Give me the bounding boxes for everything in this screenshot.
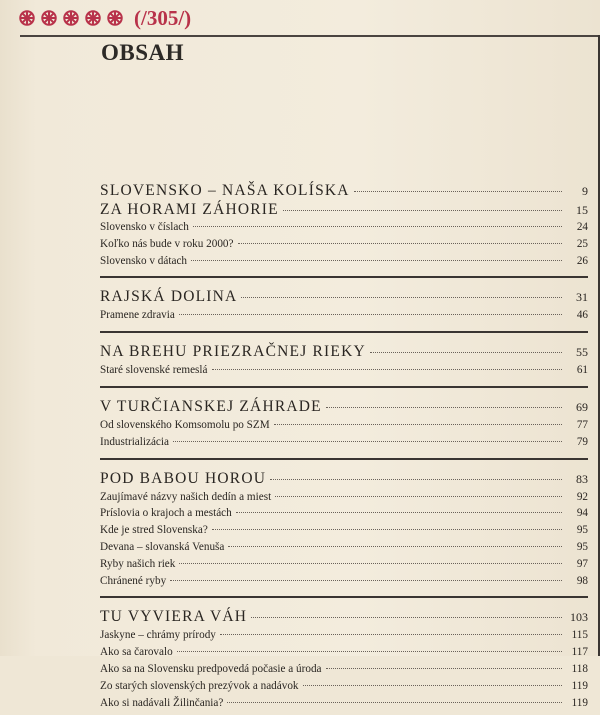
entry-title: Ako sa čarovalo <box>100 646 173 659</box>
toc-section <box>100 470 588 593</box>
entry-title: Kde je stred Slovenska? <box>100 524 208 537</box>
toc-subentry <box>100 362 588 379</box>
page-number: 103 <box>570 610 588 625</box>
flower-stamp-icon <box>18 9 36 27</box>
toc-chapter-entry <box>100 201 588 219</box>
dot-leader <box>170 580 562 581</box>
toc-subentry <box>100 253 588 270</box>
toc-subentry <box>100 644 588 661</box>
page-number: 95 <box>576 524 588 537</box>
page-number: 98 <box>576 574 588 587</box>
entry-title: TU VYVIERA VÁH <box>100 608 248 626</box>
entry-title: Zaujímavé názvy našich dedín a miest <box>100 490 272 503</box>
toc-section <box>100 608 588 715</box>
page-number: 26 <box>576 254 588 267</box>
page-number: 79 <box>576 435 588 448</box>
page-number: 69 <box>576 399 588 414</box>
toc-chapter-entry <box>100 398 588 416</box>
entry-title: RAJSKÁ DOLINA <box>100 288 238 306</box>
toc-section <box>100 398 588 454</box>
page-number: 117 <box>571 646 588 659</box>
page-number: 118 <box>571 662 588 675</box>
dot-leader <box>212 369 563 370</box>
dot-leader <box>177 651 562 652</box>
toc-section <box>100 288 588 327</box>
dot-leader <box>228 546 562 547</box>
entry-title: Príslovia o krajoch a mestách <box>100 507 232 520</box>
dot-leader <box>326 407 562 408</box>
dot-leader <box>275 496 562 497</box>
dot-leader <box>193 226 562 227</box>
entry-title: Industrializácia <box>100 435 169 448</box>
toc-section <box>100 182 588 272</box>
flower-stamp-icon <box>84 9 102 27</box>
flower-stamp-icon <box>106 9 124 27</box>
toc-subentry <box>100 661 588 678</box>
dot-leader <box>179 314 562 315</box>
entry-title: Zo starých slovenských prezývok a nadávok <box>100 679 299 692</box>
toc-section <box>100 343 588 382</box>
section-divider <box>100 596 588 598</box>
page-number: 15 <box>576 203 588 217</box>
page-number: 94 <box>576 507 588 520</box>
entry-title: V TURČIANSKEJ ZÁHRADE <box>100 397 322 415</box>
library-stamp <box>18 6 191 30</box>
page-number: 77 <box>576 418 588 431</box>
entry-title: SLOVENSKO – NAŠA KOLÍSKA <box>100 182 350 199</box>
entry-title: Jaskyne – chrámy prírody <box>100 629 216 642</box>
page-number: 25 <box>576 237 588 250</box>
toc-subentry <box>100 434 588 451</box>
entry-title: Chránené ryby <box>100 574 167 587</box>
dot-leader <box>191 260 562 261</box>
toc-chapter-entry <box>100 288 588 306</box>
page-number: 119 <box>571 679 588 692</box>
toc-subentry <box>100 539 588 556</box>
dot-leader <box>220 634 562 635</box>
flower-stamp-icon <box>40 9 58 27</box>
section-divider <box>100 458 588 460</box>
toc-chapter-entry <box>100 608 588 626</box>
toc-subentry <box>100 307 588 324</box>
toc-subentry <box>100 417 588 434</box>
dot-leader <box>241 297 562 298</box>
flower-stamp-icon <box>62 9 80 27</box>
toc-chapter-entry <box>100 343 588 361</box>
page-number: 61 <box>576 364 588 377</box>
dot-leader <box>354 191 562 192</box>
entry-title: POD BABOU HOROU <box>100 469 267 487</box>
page-number: 46 <box>576 309 588 322</box>
entry-title: Ryby našich riek <box>100 557 176 570</box>
toc-chapter-entry <box>100 182 588 200</box>
entry-title: Pramene zdravia <box>100 309 175 322</box>
toc-subentry <box>100 489 588 506</box>
page-number: 97 <box>576 557 588 570</box>
entry-title: Ako si nadávali Žilinčania? <box>100 696 224 709</box>
table-of-contents <box>100 182 588 715</box>
entry-title: Ako sa na Slovensku predpovedá počasie a úroda <box>100 662 322 675</box>
page-number: 95 <box>576 540 588 553</box>
dot-leader <box>283 210 562 211</box>
toc-chapter-entry <box>100 470 588 488</box>
toc-subentry <box>100 695 588 712</box>
toc-subentry <box>100 236 588 253</box>
toc-subentry <box>100 556 588 573</box>
page-number: 92 <box>576 490 588 503</box>
section-divider <box>100 386 588 388</box>
toc-subentry <box>100 627 588 644</box>
entry-title: Slovensko v dátach <box>100 254 187 267</box>
dot-leader <box>274 424 562 425</box>
entry-title: Staré slovenské remeslá <box>100 364 208 377</box>
page-number: 115 <box>571 629 588 642</box>
page-number: 83 <box>576 471 588 486</box>
page-number: 24 <box>576 221 588 233</box>
toc-subentry <box>100 505 588 522</box>
dot-leader <box>238 243 563 244</box>
toc-subentry <box>100 573 588 590</box>
dot-leader <box>370 352 562 353</box>
dot-leader <box>173 441 562 442</box>
dot-leader <box>326 668 562 669</box>
dot-leader <box>227 702 562 703</box>
page-number: 9 <box>582 184 588 198</box>
section-divider <box>100 276 588 278</box>
page-number: 31 <box>576 290 588 305</box>
page-number: 119 <box>571 696 588 709</box>
dot-leader <box>236 512 562 513</box>
dot-leader <box>212 529 562 530</box>
page-title: OBSAH <box>101 40 185 65</box>
page-reference: (/305/) <box>134 5 192 30</box>
entry-title: Koľko nás bude v roku 2000? <box>100 237 234 250</box>
dot-leader <box>251 617 562 618</box>
dot-leader <box>270 479 562 480</box>
entry-title: Slovensko v číslach <box>100 221 189 233</box>
dot-leader <box>179 563 562 564</box>
entry-title: Od slovenského Komsomolu po SZM <box>100 418 270 431</box>
top-rule <box>20 35 600 37</box>
page-number: 55 <box>576 345 588 360</box>
section-divider <box>100 331 588 333</box>
entry-title: Devana – slovanská Venuša <box>100 540 225 553</box>
toc-subentry <box>100 678 588 695</box>
dot-leader <box>303 685 562 686</box>
entry-title: NA BREHU PRIEZRAČNEJ RIEKY <box>100 343 366 361</box>
entry-title: ZA HORAMI ZÁHORIE <box>100 201 279 218</box>
toc-subentry <box>100 219 588 236</box>
toc-subentry <box>100 522 588 539</box>
